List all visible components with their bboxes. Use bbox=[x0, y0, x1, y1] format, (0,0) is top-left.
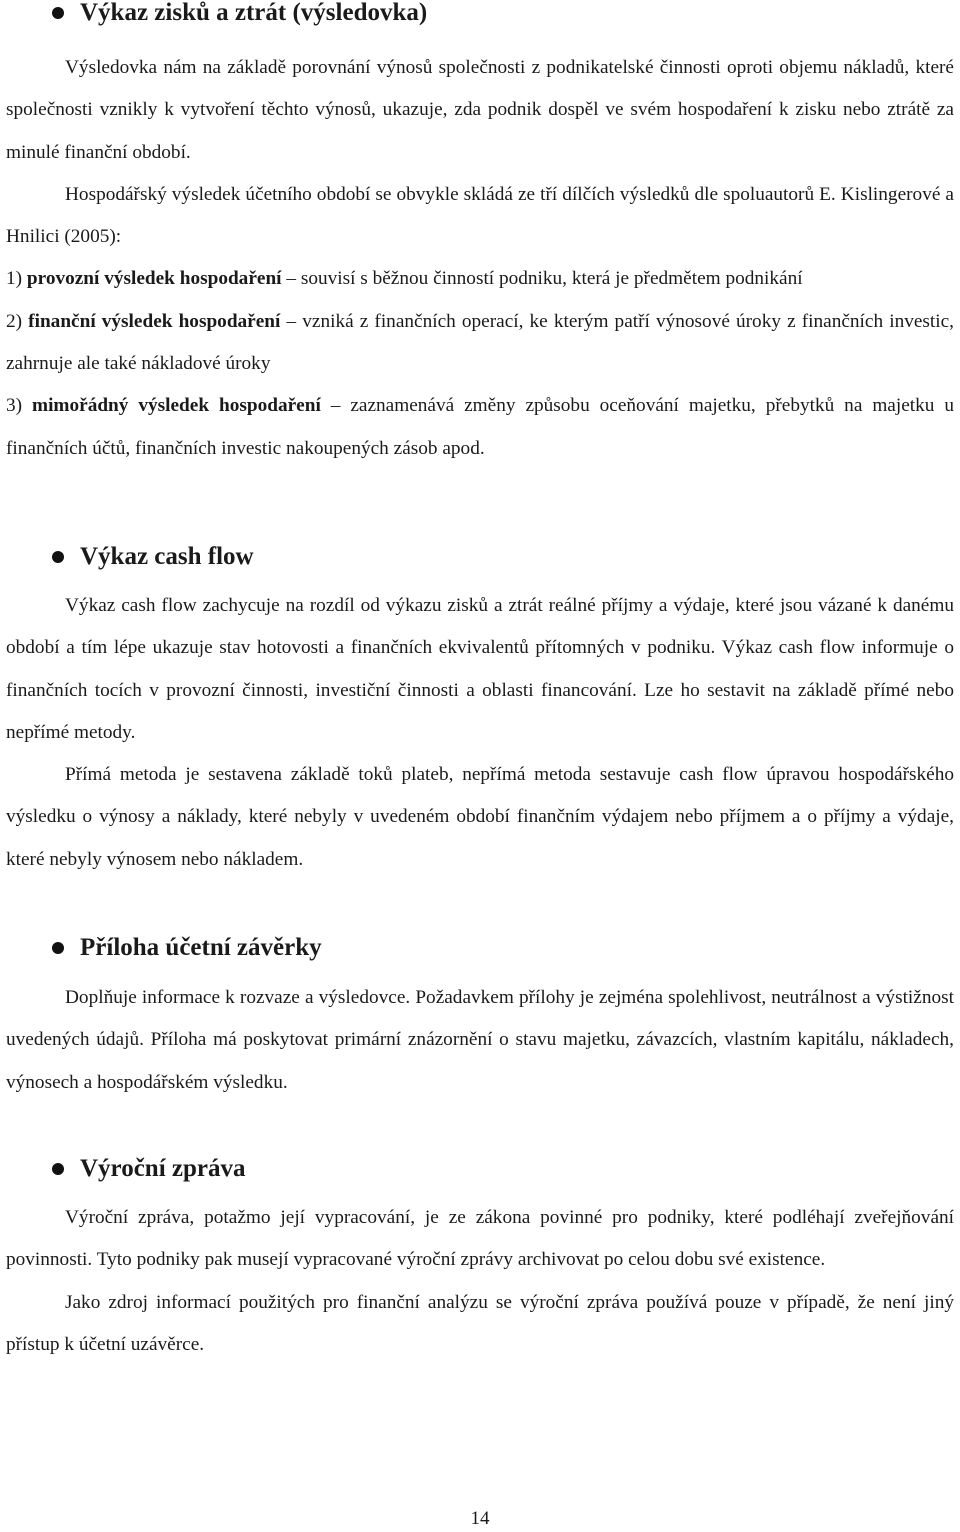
paragraph: Výroční zpráva, potažmo její vypracování, je ze zákona povinné pro podniky, které podléhají zveřejňování povinnosti. Tyto podniky pak musejí vypracované výroční zprávy archivovat po celou dobu své existence. bbox=[6, 1207, 954, 1271]
list-term: provozní výsledek hospodaření bbox=[26, 268, 282, 290]
paragraph: Hospodářský výsledek účetního období se obvykle skládá ze tří dílčích výsledků dle spoluautorů E. Kislingerové a Hnilici (2005): bbox=[6, 183, 954, 248]
heading-text: Výkaz cash flow bbox=[80, 543, 254, 570]
section-heading bbox=[0, 542, 960, 574]
heading-text: Výkaz zisků a ztrát (výsledovka) bbox=[80, 0, 428, 26]
section-income-statement bbox=[0, 0, 960, 470]
bullet-icon bbox=[52, 7, 64, 19]
list-item bbox=[0, 301, 960, 386]
list-item bbox=[0, 385, 960, 470]
paragraph: Jako zdroj informací použitých pro finanční analýzu se výroční zpráva používá pouze v případě, že není jiný přístup k účetní uzávěrce. bbox=[6, 1291, 954, 1355]
list-term: finanční výsledek hospodaření bbox=[28, 310, 281, 332]
list-term: mimořádný výsledek hospodaření bbox=[32, 395, 321, 417]
bullet-icon bbox=[52, 942, 64, 954]
list-text: – souvisí s běžnou činností podniku, která je předmětem podnikání bbox=[286, 268, 803, 290]
paragraph: Výkaz cash flow zachycuje na rozdíl od výkazu zisků a ztrát reálné příjmy a výdaje, které jsou vázané k danému období a tím lépe ukazuje stav hotovosti a finančních ekvivalentů přítomných v podniku. Výkaz cash flow informuje o finančních tocích v provozní činnosti, investiční činnosti a oblasti financování. Lze ho sestavit na základě přímé nebo nepřímé metody. bbox=[6, 595, 954, 743]
paragraph: Výsledovka nám na základě porovnání výnosů společnosti z podnikatelské činnosti oproti objemu nákladů, které společnosti vznikly k vytvoření těchto výnosů, ukazuje, zda podnik dospěl ve svém hospodaření k zisku nebo ztrátě za minulé finanční období. bbox=[6, 57, 954, 163]
section-notes bbox=[0, 933, 960, 1104]
section-heading bbox=[0, 1154, 960, 1186]
list-text: – zaznamenává změny způsobu oceňování majetku, přebytků na majetku u finančních účtů, finančních investic nakoupených zásob apod. bbox=[6, 395, 955, 459]
list-number: 3) bbox=[6, 395, 23, 417]
section-heading bbox=[0, 0, 960, 30]
heading-text: Příloha účetní závěrky bbox=[80, 934, 322, 961]
list-number: 1) bbox=[6, 268, 23, 290]
section-annual-report bbox=[0, 1154, 960, 1366]
bullet-icon bbox=[52, 551, 64, 563]
section-heading bbox=[0, 933, 960, 965]
bullet-icon bbox=[52, 1163, 64, 1175]
paragraph: Přímá metoda je sestavena základě toků plateb, nepřímá metoda sestavuje cash flow úpravou hospodářského výsledku o výnosy a náklady, které nebyly v uvedeném období finančním výdajem nebo příjmem a o příjmy a výdaje, které nebyly výnosem nebo nákladem. bbox=[6, 764, 954, 870]
heading-text: Výroční zpráva bbox=[80, 1155, 246, 1182]
page-number: 14 bbox=[470, 1508, 490, 1529]
list-number: 2) bbox=[6, 310, 23, 332]
list-text: – vzniká z finančních operací, ke kterým patří výnosové úroky z finančních investic, zahrnuje ale také nákladové úroky bbox=[6, 310, 955, 375]
section-cash-flow bbox=[0, 542, 960, 881]
list-item bbox=[0, 258, 960, 300]
paragraph: Doplňuje informace k rozvaze a výsledovce. Požadavkem přílohy je zejména spolehlivost, neutrálnost a výstižnost uvedených údajů. Příloha má poskytovat primární znázornění o stavu majetku, závazcích, vlastním kapitálu, nákladech, výnosech a hospodářském výsledku. bbox=[6, 987, 954, 1093]
